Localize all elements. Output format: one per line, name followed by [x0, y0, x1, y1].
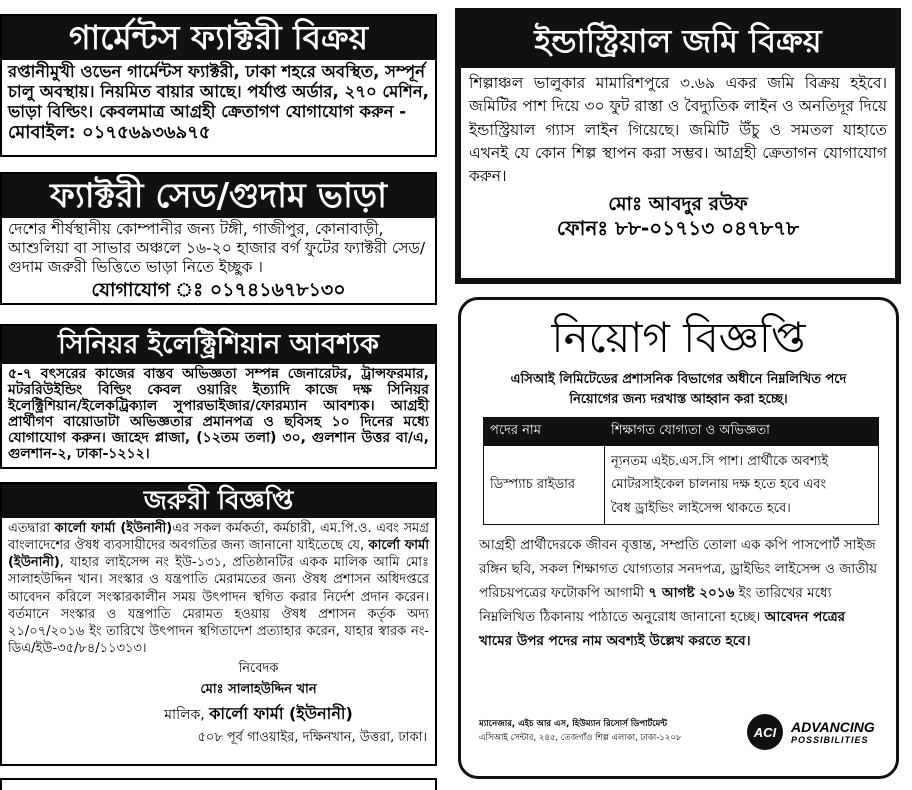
aci-logo-text: ACI	[753, 724, 777, 740]
job-table	[483, 417, 879, 525]
electrician-body: ৫-৭ বৎসরের কাজের বাস্তব অভিজ্ঞতা সম্পন্ন জেনারেটর, ট্রান্সফরমার, মটররিউইন্ডিং বিল্ডিং কেবল ওয়ারিং ইত্যাদি কাজে দক্ষ সিনিয়র ইলেক্ট্রিশিয়ান/ইলেকট্রিক্যাল সুপারভাইজার/ফোরম্যান আবশ্যক। আগ্রহী প্রার্থীগণ বায়োডাটা অভিজ্ঞতার প্রমানপত্র ও ছবিসহ ১০ দিনের মধ্যে যোগাযোগ করুন। জাহেদ প্লাজা, (১২তম তলা) ৩০, গুলশান উত্তর বা/এ, গুলশান-২, ঢাকা-১২১২।	[8, 366, 429, 463]
notice-body	[2, 518, 435, 659]
aci-tagline-2: POSSIBILITIES	[791, 735, 869, 745]
notice-owner-company: কার্লো ফার্মা (ইউনানী)	[209, 704, 353, 724]
job-requirement-line: বৈধ ড্রাইভিং লাইসেন্স থাকতে হবে।	[611, 500, 791, 516]
notice-sign-name: মোঃ সালাহউদ্দিন খান	[200, 682, 317, 698]
garments-body	[2, 60, 435, 146]
notice-sign-label: নিবেদক	[238, 661, 279, 677]
notice-title: জরুরী বিজ্ঞপ্তি	[2, 484, 435, 518]
notice-text-1: এতদ্বারা	[8, 521, 51, 536]
job-intro: এসিআই লিমিটেডের প্রশাসনিক বিভাগের অধীনে নিম্নলিখিত পদে নিয়োগের জন্য দরখাস্ত আহ্বান করা হচ্ছে।	[510, 372, 847, 407]
shed-title: ফ্যাক্টরী সেড/গুদাম ভাড়া	[2, 174, 435, 218]
notice-ad	[0, 482, 437, 766]
job-table-header-cell: শিক্ষাগত যোগ্যতা ও অভিজ্ঞতা	[605, 418, 879, 446]
notice-text-3: , যাহার লাইসেন্স নং ইউ-১৩১, প্রতিষ্ঠানটির একক মালিক আমি মোঃ সালাহউদ্দিন খান। সংস্কার ও যন্ত্রপাতি মেরামতের জন্য ঔষধ প্রশাসন অধিদপ্তরে আবেদন করিলে সংস্কারকালীন সময় উৎপাদন স্থগিত করার নির্দেশ প্রদান করেন। বর্তমানে সংস্কার ও যন্ত্রপাতি মেরামত হওয়ায় ঔষধ প্রশাসন কর্তৃক অদ্য ২১/০৭/২০১৬ ইং তারিখে উৎপাদন স্থগিতাদেশ প্রত্যাহার করেন, যাহার স্বারক নং-ডিএ/ইউ-৩৫/৮৪/১১৩১৩।	[8, 555, 429, 657]
notice-address: ৫০৮ পূর্ব গাওয়াইর, দক্ষিনখান, উত্তরা, ঢাকা।	[197, 730, 427, 746]
electrician-ad	[0, 324, 437, 469]
notice-owner-label: মালিক,	[164, 707, 205, 724]
job-table-row	[484, 446, 879, 525]
job-deadline: ৭ আগষ্ট ২০১৬	[648, 585, 735, 602]
job-footer	[479, 712, 885, 762]
notice-company-2: কার্লো ফার্মা (ইউনানী)	[8, 538, 429, 571]
land-body: শিল্পাঞ্চল ভালুকার মামারিশপুরে ৩.৬৯ একর জমি বিক্রয় হইবে। জমিটির পাশ দিয়ে ৩০ ফুট রাস্তা ও বৈদ্যুতিক লাইন ও অনতিদূর দিয়ে ইন্ডাস্ট্রিয়াল গ্যাস লাইন গিয়েছে। জমিটি উঁচু ও সমতল যাহাতে এখনই যে কোন শিল্প স্থাপন করা সম্ভব। আগ্রহী ক্রেতাগন যোগাযোগ করুন।	[469, 74, 887, 185]
job-body	[461, 525, 896, 653]
land-phone: ফোনঃ ৮৮-০১৭১৩ ০৪৭৮৭৮	[556, 216, 800, 241]
job-requirements	[605, 446, 879, 525]
garments-title: গার্মেন্টস ফ্যাক্টরী বিক্রয়	[2, 16, 435, 60]
job-body-text-2: ইং তারিখের মধ্যে নিম্নলিখিত ঠিকানায় পাঠাতে অনুরোধ জানানো হচ্ছে।	[479, 585, 832, 626]
job-body-text: আগ্রহী প্রার্থীদেরকে জীবন বৃত্তান্ত, সম্প্রতি তোলা এক কপি পাসপোর্ট সাইজ রঙ্গিন ছবি, সকল শিক্ষাগত যোগ্যতার সনদপত্র, ড্রাইভিং লাইসেন্স ও জাতীয় পরিচয়পত্রের ফটোকপি আগামী	[479, 537, 878, 602]
electrician-title: সিনিয়র ইলেক্ট্রিশিয়ান আবশ্যক	[2, 326, 435, 364]
job-address-line-2: এসিআই সেন্টার, ২৪৫, তেজগাঁও শিল্প এলাকা, ঢাকা-১২০৮	[479, 732, 682, 743]
land-name: মোঃ আবদুর রউফ	[608, 193, 748, 216]
land-ad	[455, 8, 901, 284]
garments-ad	[0, 14, 437, 157]
job-position: ডিস্প্যাচ রাইডার	[484, 446, 605, 525]
land-title: ইন্ডাস্ট্রিয়াল জমি বিক্রয়	[461, 14, 895, 68]
job-body-bold: আবেদন পত্রের খামের উপর পদের নাম অবশ্যই উল্লেখ করতে হবে।	[479, 609, 846, 650]
job-requirement-line: ন্যূনতম এইচ.এস.সি পাশ। প্রার্থীকে অবশ্যই	[611, 454, 829, 469]
shed-body: দেশের শীর্ষস্থানীয় কোম্পানীর জন্য টঙ্গী, গাজীপুর, কোনাবাড়ী, আশুলিয়া বা সাভার অঞ্চলে ১৬-২০ হাজার বর্গ ফুটের ফ্যাক্টরী সেড/গুদাম জরুরী ভিত্তিতে ভাড়া নিতে ইচ্ছুক ।	[8, 220, 426, 276]
shed-contact: যোগাযোগ ঃ ০১৭৪১৬৭৮১৩০	[91, 278, 346, 301]
notice-text-2: এর সকল কর্মকর্তা, কর্মচারী, এম.পি.ও. এবং সমগ্র বাংলাদেশের ঔষধ ব্যবসায়ীদের অবগতির জন্য জানানো যাইতেছে যে,	[8, 521, 429, 554]
job-table-header-cell: পদের নাম	[484, 418, 605, 446]
job-address	[479, 718, 739, 745]
shed-ad	[0, 172, 437, 305]
notice-company: কার্লো ফার্মা (ইউনানী)	[54, 521, 173, 536]
aci-tagline	[791, 720, 875, 746]
job-requirement-line: মোটরসাইকেল চালনায় দক্ষ হতে হবে এবং	[611, 477, 827, 493]
garments-text: রপ্তানীমুখী ওভেন গার্মেন্টস ফ্যাক্টরী, ঢাকা শহরে অবস্থিত, সম্পূর্ন চালু অবস্থায়। নিয়মিত বায়ার আছে। পর্যাপ্ত অর্ডার, ২৭০ মেশিন, ভাড়া বিল্ডিং। কেবলমাত্র আগ্রহী ক্রেতাগণ যোগাযোগ করুন -	[8, 62, 429, 122]
garments-mobile: মোবাইল: ০১৭৫৬৯৩৬৯৭৫	[8, 122, 211, 144]
next-ad-edge	[0, 778, 437, 790]
job-title: নিয়োগ বিজ্ঞপ্তি	[551, 313, 806, 362]
job-table-header	[484, 418, 879, 446]
job-ad	[458, 297, 899, 779]
aci-logo	[747, 714, 783, 750]
notice-owner	[2, 701, 435, 728]
aci-tagline-1: ADVANCING	[791, 719, 875, 735]
job-address-line-1: ম্যানেজার, এইচ আর এস, হিউম্যান রিসোর্স ডিপার্টমেন্ট	[479, 719, 668, 729]
